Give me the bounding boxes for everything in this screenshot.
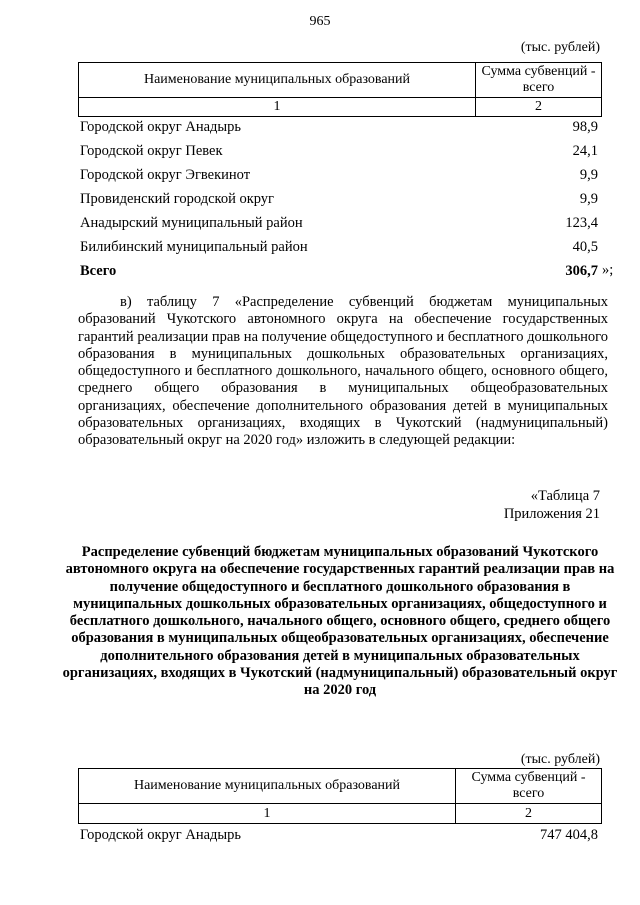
total-label: Всего xyxy=(80,263,117,280)
table-caption-line1: «Таблица 7 xyxy=(530,488,600,504)
table2-col2-header: Сумма субвенций - всего xyxy=(456,769,602,804)
table1-header xyxy=(78,62,602,117)
table1-col1-num: 1 xyxy=(79,98,476,117)
table1-col1-header: Наименование муниципальных образований xyxy=(79,63,476,98)
table2-col2-num: 2 xyxy=(456,804,602,824)
table-row xyxy=(80,188,598,212)
row-name: Городской округ Анадырь xyxy=(80,119,242,136)
table2-units: (тыс. рублей) xyxy=(520,752,600,767)
table2-col1-num: 1 xyxy=(79,804,456,824)
table-caption-line2: Приложения 21 xyxy=(503,505,600,522)
table-caption xyxy=(504,488,600,523)
table-row xyxy=(80,236,598,260)
table1-col2-header: Сумма субвенций - всего xyxy=(476,63,602,98)
page-number: 965 xyxy=(309,14,331,29)
row-name: Провиденский городской округ xyxy=(80,191,275,208)
table-total-row xyxy=(80,260,598,284)
table2-col1-header: Наименование муниципальных образований xyxy=(79,769,456,804)
row-value: 747 404,8 xyxy=(540,827,598,844)
row-value: 98,9 xyxy=(572,119,598,136)
row-name: Городской округ Эгвекинот xyxy=(80,167,251,184)
row-name: Анадырский муниципальный район xyxy=(80,215,303,232)
row-value: 9,9 xyxy=(579,167,598,184)
row-value: 123,4 xyxy=(565,215,598,232)
table-row xyxy=(80,116,598,140)
row-name: Городской округ Певек xyxy=(80,143,223,160)
row-name: Городской округ Анадырь xyxy=(80,827,242,844)
table-row xyxy=(80,212,598,236)
row-value: 9,9 xyxy=(579,191,598,208)
closing-mark: »; xyxy=(602,262,614,278)
row-name: Билибинский муниципальный район xyxy=(80,239,308,256)
total-value: 306,7 xyxy=(565,263,598,280)
amendment-paragraph: в) таблицу 7 «Распределение субвенций бюджетам муниципальных образований Чукотского автономного округа на обеспечение государственных гарантий реализации прав на получение общедоступного и бесплатного дошкольного образования в муниципальных дошкольных образовательных организациях, общедоступного и бесплатного дошкольного, начального общего, основного общего, среднего общего образования в муниципальных общеобразовательных организациях, обеспечение дополнительного образования детей в муниципальных образовательных организациях, входящих в Чукотский (надмуниципальный) образовательный округ на 2020 год» изложить в следующей редакции: xyxy=(78,294,608,448)
section-heading: Распределение субвенций бюджетам муниципальных образований Чукотского автономного округа на обеспечение государственных гарантий реализации прав на получение общедоступного и бесплатного дошкольного образования в муниципальных дошкольных образовательных организациях, общедоступного и бесплатного дошкольного, начального общего, основного общего, среднего общего образования в муниципальных общеобразовательных организациях, обеспечение дополнительного образования детей в муниципальных образовательных организациях, входящих в Чукотский (надмуниципальный) образовательный округ на 2020 год xyxy=(62,544,618,698)
row-value: 24,1 xyxy=(572,143,598,160)
table1-units: (тыс. рублей) xyxy=(520,40,600,55)
table-row xyxy=(80,140,598,164)
table2-rows xyxy=(80,824,598,848)
table1-col2-num: 2 xyxy=(476,98,602,117)
table-row xyxy=(80,164,598,188)
table2-header xyxy=(78,768,602,824)
table1-rows xyxy=(80,116,598,284)
row-value: 40,5 xyxy=(572,239,598,256)
table-row xyxy=(80,824,598,848)
